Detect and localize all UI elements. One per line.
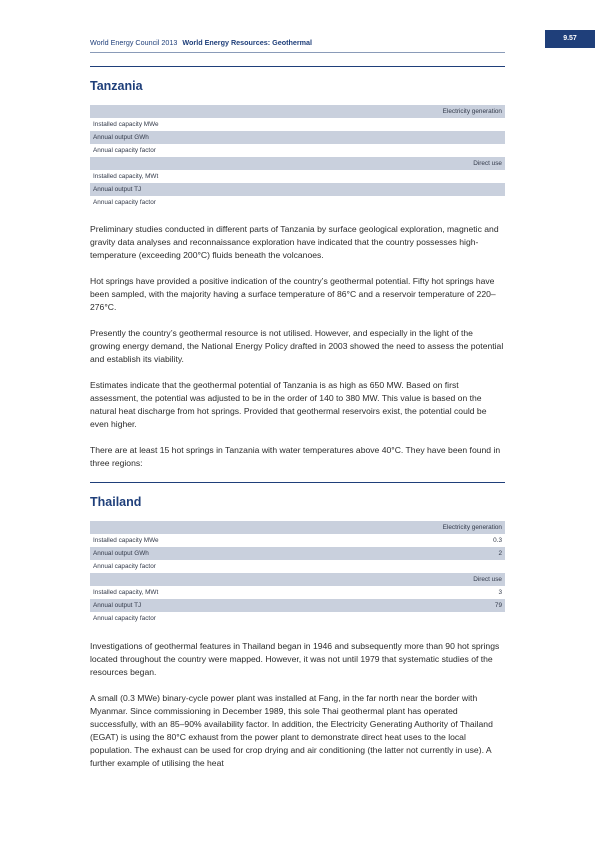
row-label (90, 105, 307, 118)
row-label: Annual capacity factor (93, 199, 156, 206)
section-title: Tanzania (90, 79, 143, 93)
table-row (90, 612, 505, 625)
row-value: Electricity generation (307, 521, 505, 534)
table-row (90, 599, 505, 612)
paragraph: Investigations of geothermal features in Thailand began in 1946 and subsequently more than 90 hot springs located throughout the country were mapped. However, it was not until 1979 that systematic studies of the resources began. (90, 641, 500, 677)
row-value: 79 (307, 599, 505, 612)
section-title: Thailand (90, 495, 142, 509)
table-row (90, 118, 505, 131)
table-row (90, 157, 505, 170)
paragraph: Hot springs have provided a positive indication of the country’s geothermal potential. Fifty hot springs have been sampled, with the majority having a surface temperature of 86°C and a reservoir temperature of 220–276°C. (90, 276, 496, 312)
table-row (90, 573, 505, 586)
row-value: 0.3 (493, 537, 502, 544)
row-value (307, 170, 505, 183)
row-label: Installed capacity MWe (93, 537, 159, 544)
table-row (90, 521, 505, 534)
paragraph: Preliminary studies conducted in different parts of Tanzania by surface geological exploration, magnetic and gravity data analyses and reconnaissance exploration have indicated that the country possesses high-temperature (exceeding 200°C) fluids beneath the volcanoes. (90, 224, 499, 260)
page-number: 9.57 (545, 30, 595, 48)
row-label (90, 157, 307, 170)
row-value (307, 196, 505, 209)
row-label: Annual capacity factor (93, 563, 156, 570)
data-table-tanzania (90, 105, 505, 209)
paragraph: A small (0.3 MWe) binary-cycle power plant was installed at Fang, in the far north near the border with Myanmar. Since commissioning in December 1989, this sole Thai geothermal plant has operated successfully, with an 85–90% availability factor. In addition, the Electricity Generating Authority of Thailand (EGAT) is using the 80°C exhaust from the power plant to demonstrate direct heat uses to the local population. The exhaust can be used for crop drying and air conditioning (the latter not currently in use). A further example of utilising the heat (90, 693, 493, 768)
row-label (90, 573, 307, 586)
row-label: Installed capacity, MWt (93, 173, 159, 180)
row-label: Annual output TJ (90, 183, 307, 196)
paragraph: There are at least 15 hot springs in Tanzania with water temperatures above 40°C. They have been found in three regions: (90, 445, 501, 468)
section-tanzania (90, 66, 505, 209)
row-label: Annual output GWh (90, 547, 307, 560)
row-label: Installed capacity, MWt (93, 589, 159, 596)
row-value: Direct use (307, 157, 505, 170)
row-value (307, 131, 505, 144)
row-value (307, 144, 505, 157)
row-label: Annual capacity factor (93, 147, 156, 154)
running-header (90, 38, 312, 47)
section-thailand (90, 482, 505, 625)
table-row (90, 170, 505, 183)
row-value: 3 (498, 589, 502, 596)
table-row (90, 560, 505, 573)
row-value: Direct use (307, 573, 505, 586)
paragraph: Presently the country’s geothermal resource is not utilised. However, and especially in the light of the growing energy demand, the National Energy Policy drafted in 2003 showed the need to assess the potential and establish its viability. (90, 328, 504, 364)
table-row (90, 183, 505, 196)
row-value (307, 118, 505, 131)
row-label: Annual output GWh (90, 131, 307, 144)
row-value (307, 560, 505, 573)
table-row (90, 105, 505, 118)
header-rule (90, 52, 505, 53)
row-value (307, 183, 505, 196)
data-table-thailand (90, 521, 505, 625)
publication-name: World Energy Council 2013 (90, 38, 178, 47)
table-row (90, 131, 505, 144)
row-label: Annual output TJ (90, 599, 307, 612)
table-row (90, 144, 505, 157)
paragraph: Estimates indicate that the geothermal potential of Tanzania is as high as 650 MW. Based on first assessment, the potential was adjusted to be in the order of 140 to 380 MW. This value is based on the natural heat discharge from hot springs. Provided that geothermal reservoirs exist, the potential could be even higher. (90, 380, 487, 429)
row-label: Annual capacity factor (93, 615, 156, 622)
row-label (90, 521, 307, 534)
row-value: Electricity generation (307, 105, 505, 118)
row-value (307, 612, 505, 625)
row-value: 2 (307, 547, 505, 560)
publication-title: World Energy Resources: Geothermal (182, 38, 313, 47)
table-row (90, 196, 505, 209)
table-row (90, 534, 505, 547)
table-row (90, 586, 505, 599)
row-label: Installed capacity MWe (93, 121, 159, 128)
table-row (90, 547, 505, 560)
